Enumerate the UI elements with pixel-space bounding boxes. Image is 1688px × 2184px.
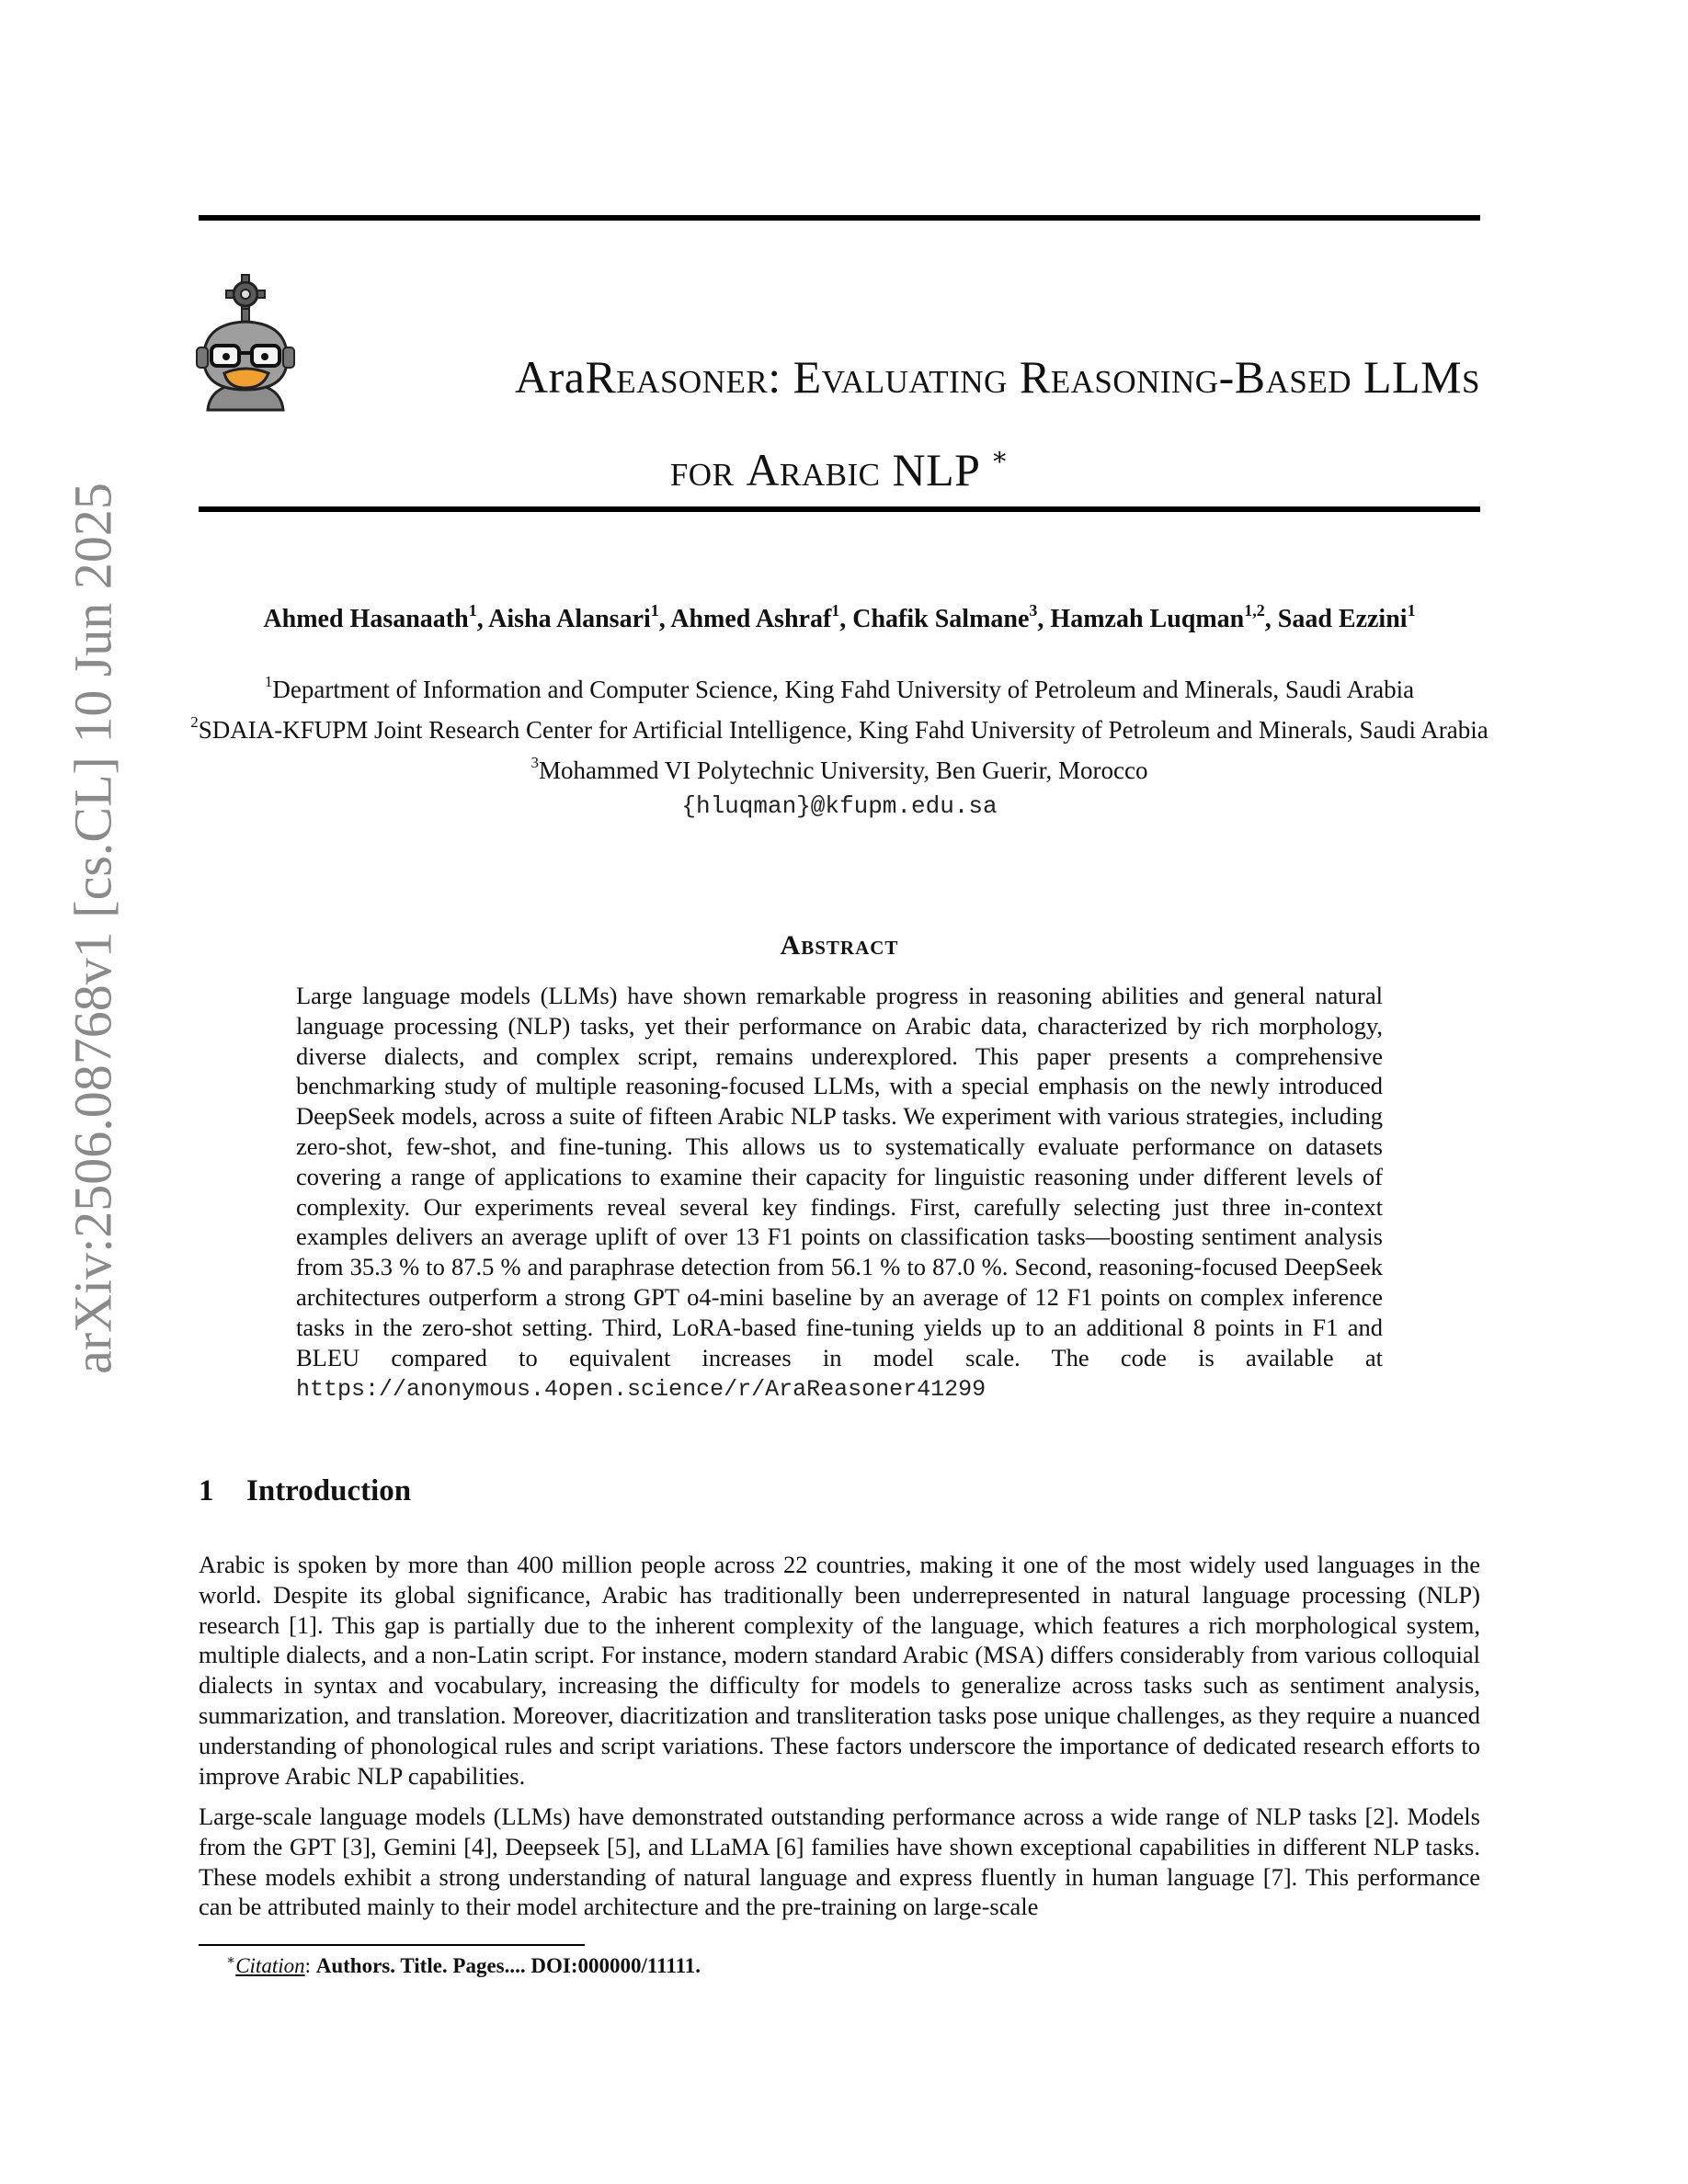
intro-paragraph-2: Large-scale language models (LLMs) have demonstrated outstanding performance across a wide range of NLP tasks [2]. Models from the GPT [3], Gemini [4], Deepseek [5], and LLaMA [6] families have shown exceptional capabilities in different NLP tasks. These models exhibit a strong understanding of natural language and express fluently in human language [7]. This performance can be attributed mainly to their model architecture and the pre-training on large-scale — [199, 1803, 1480, 1921]
abstract-heading: Abstract — [780, 930, 899, 961]
citation-footnote: ∗Citation: Authors. Title. Pages.... DOI:000000/11111. — [226, 1953, 701, 1977]
title-rule-top — [199, 215, 1480, 221]
affiliation: $^1$Department of Information and Computer Science, King Fahd University of Petroleum and Minerals, Saudi Arabia — [264, 673, 1415, 703]
code-link[interactable]: https://anonymous.4open.science/r/AraReasoner41299 — [296, 1376, 987, 1404]
intro-paragraph-1: Arabic is spoken by more than 400 million people across 22 countries, making it one of the most widely used languages in the world. Despite its global significance, Arabic has traditionally been underrepresented in natural language processing (NLP) research [1]. This gap is partially due to the inherent complexity of the language, which features a rich morphological system, multiple dialects, and a non-Latin script. For instance, modern standard Arabic (MSA) differs considerably from various colloquial dialects in syntax and vocabulary, increasing the difficulty for models to generalize across tasks such as sentiment analysis, summarization, and translation. Moreover, diacritization and transliteration tasks pose unique challenges, as they require a nuanced understanding of phonological rules and script variations. These factors underscore the importance of dedicated research efforts to improve Arabic NLP capabilities. — [199, 1551, 1480, 1790]
author: Saad Ezzini — [1277, 605, 1408, 633]
author: Ahmed Ashraf — [670, 605, 832, 633]
author: Ahmed Hasanaath — [263, 605, 469, 633]
arxiv-identifier: arXiv:2506.08768v1 [cs.CL] 10 Jun 2025 — [63, 483, 123, 1374]
contact-email: {hluqman}@kfupm.edu.sa — [681, 792, 998, 820]
author-list: Ahmed Hasanaath$^1$, Aisha Alansari$^1$, Ahmed Ashraf$^1$, Chafik Salmane$^3$, Hamzah Luqman$^{1,2}$, Saad Ezzini$^1$ — [263, 601, 1416, 633]
author: Aisha Alansari — [488, 605, 651, 633]
author: Hamzah Luqman — [1050, 605, 1245, 633]
title-rule-bottom — [199, 506, 1480, 512]
title-footnote-marker: ∗ — [990, 443, 1009, 472]
footnote-rule — [199, 1944, 585, 1946]
affiliation: $^2$SDAIA-KFUPM Joint Research Center for Artificial Intelligence, King Fahd University of Petroleum and Minerals, Saudi Arabia — [190, 713, 1488, 744]
affiliation: $^3$Mohammed VI Polytechnic University, Ben Guerir, Morocco — [530, 754, 1148, 784]
paper-title: AraReasoner: Evaluating Reasoning-Based LLMs for Arabic NLP ∗ — [515, 351, 1480, 495]
affiliation-list — [184, 665, 1495, 787]
abstract-body: Large language models (LLMs) have shown remarkable progress in reasoning abilities and general natural language processing (NLP) tasks, yet their performance on Arabic data, characterized by rich morphology, diverse dialects, and complex script, remains underexplored. This paper presents a comprehensive benchmarking study of multiple reasoning-focused LLMs, with a special emphasis on the newly introduced DeepSeek models, across a suite of fifteen Arabic NLP tasks. We experiment with various strategies, including zero-shot, few-shot, and fine-tuning. This allows us to systematically evaluate performance on datasets covering a range of applications to examine their capacity for linguistic reasoning under different levels of complexity. Our experiments reveal several key findings. First, carefully selecting just three in-context examples delivers an average uplift of over 13 F1 points on classification tasks—boosting sentiment analysis from 35.3 % to 87.5 % and paraphrase detection from 56.1 % to 87.0 %. Second, reasoning-focused DeepSeek architectures outperform a strong GPT o4-mini baseline by an average of 12 F1 points on complex inference tasks in the zero-shot setting. Third, LoRA-based fine-tuning yields up to an additional 8 points in F1 and BLEU compared to equivalent increases in model scale. The code is available at https://anonymous.4open.science/r/AraReasoner41299 — [296, 982, 1383, 1404]
author: Chafik Salmane — [852, 605, 1030, 633]
section-heading: 1 Introduction — [199, 1474, 412, 1507]
